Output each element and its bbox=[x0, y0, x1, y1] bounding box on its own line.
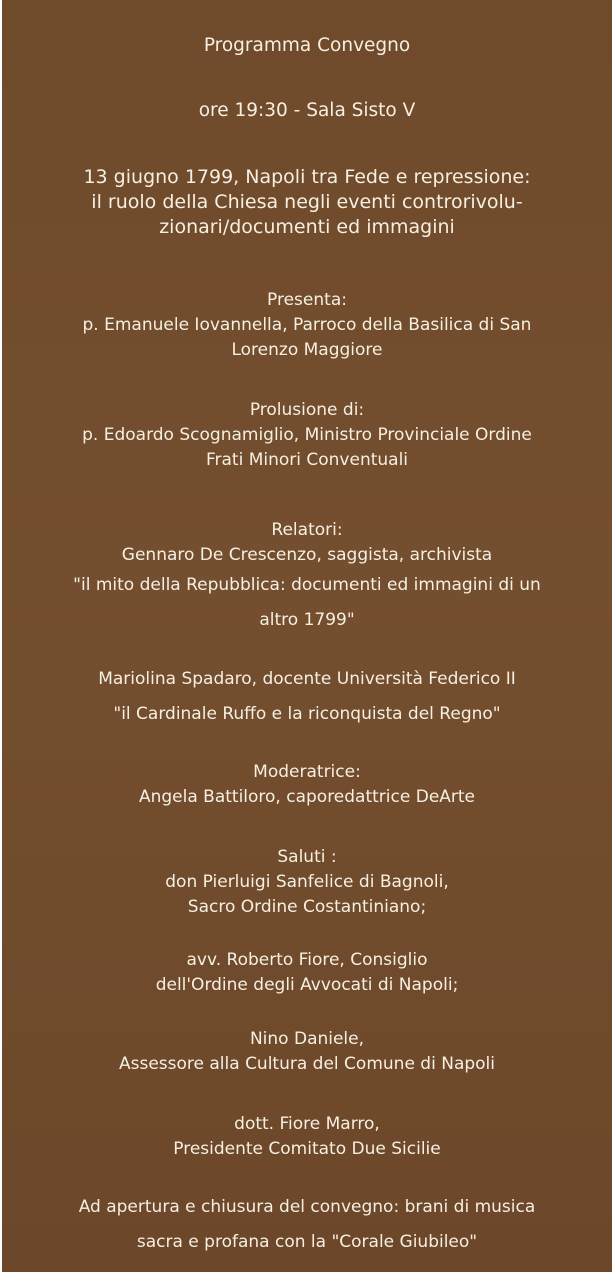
section-prolusione bbox=[2, 398, 612, 473]
section-marro bbox=[2, 1112, 612, 1162]
section-line: Mariolina Spadaro, docente Università Federico II bbox=[98, 669, 516, 689]
program-panel bbox=[2, 0, 612, 1272]
section-line: "il Cardinale Ruffo e la riconquista del Regno" bbox=[113, 704, 501, 724]
section-line: "il mito della Repubblica: documenti ed immagini di un bbox=[73, 575, 541, 595]
section-line: Gennaro De Crescenzo, saggista, archivista bbox=[121, 545, 493, 565]
conference-subtitle bbox=[2, 165, 612, 240]
section-line: Angela Battiloro, caporedattrice DeArte bbox=[138, 787, 476, 807]
subtitle-line: 13 giugno 1799, Napoli tra Fede e repressione: bbox=[83, 166, 531, 188]
time-place-text: ore 19:30 - Sala Sisto V bbox=[198, 100, 416, 121]
section-heading: Prolusione di: bbox=[249, 400, 365, 420]
section-line: Assessore alla Cultura del Comune di Napoli bbox=[118, 1054, 495, 1074]
section-line: don Pierluigi Sanfelice di Bagnoli, bbox=[165, 872, 449, 892]
section-line: Frati Minori Conventuali bbox=[205, 450, 409, 470]
section-heading: Saluti : bbox=[277, 847, 337, 867]
section-line: Nino Daniele, bbox=[249, 1029, 365, 1049]
bottom-border bbox=[0, 1272, 614, 1280]
section-moderatrice bbox=[2, 760, 612, 810]
program-title bbox=[2, 33, 612, 58]
section-line: p. Edoardo Scognamiglio, Ministro Provinciale Ordine bbox=[82, 425, 532, 445]
section-daniele bbox=[2, 1027, 612, 1077]
section-heading: Presenta: bbox=[267, 290, 347, 310]
program-title-text: Programma Convegno bbox=[203, 35, 411, 56]
section-heading: Relatori: bbox=[271, 520, 343, 540]
section-musica bbox=[2, 1190, 612, 1260]
section-saluti bbox=[2, 845, 612, 920]
section-fiore bbox=[2, 948, 612, 998]
time-place bbox=[2, 98, 612, 123]
section-line: avv. Roberto Fiore, Consiglio bbox=[186, 950, 428, 970]
section-spadaro bbox=[2, 662, 612, 732]
section-line: Ad apertura e chiusura del convegno: brani di musica bbox=[78, 1197, 536, 1217]
section-line: dell'Ordine degli Avvocati di Napoli; bbox=[155, 975, 459, 995]
section-line: Sacro Ordine Costantiniano; bbox=[187, 897, 427, 917]
section-line: Presidente Comitato Due Sicilie bbox=[173, 1139, 441, 1159]
section-relatori bbox=[2, 518, 612, 638]
subtitle-line: il ruolo della Chiesa negli eventi controrivolu- bbox=[91, 191, 523, 213]
section-line: p. Emanuele Iovannella, Parroco della Basilica di San bbox=[82, 315, 532, 335]
section-line: dott. Fiore Marro, bbox=[234, 1114, 380, 1134]
section-line: altro 1799" bbox=[259, 610, 355, 630]
section-heading: Moderatrice: bbox=[253, 762, 361, 782]
section-presenta bbox=[2, 288, 612, 363]
subtitle-line: zionari/documenti ed immagini bbox=[159, 216, 455, 238]
section-line: sacra e profana con la "Corale Giubileo" bbox=[136, 1232, 478, 1252]
section-line: Lorenzo Maggiore bbox=[231, 340, 383, 360]
